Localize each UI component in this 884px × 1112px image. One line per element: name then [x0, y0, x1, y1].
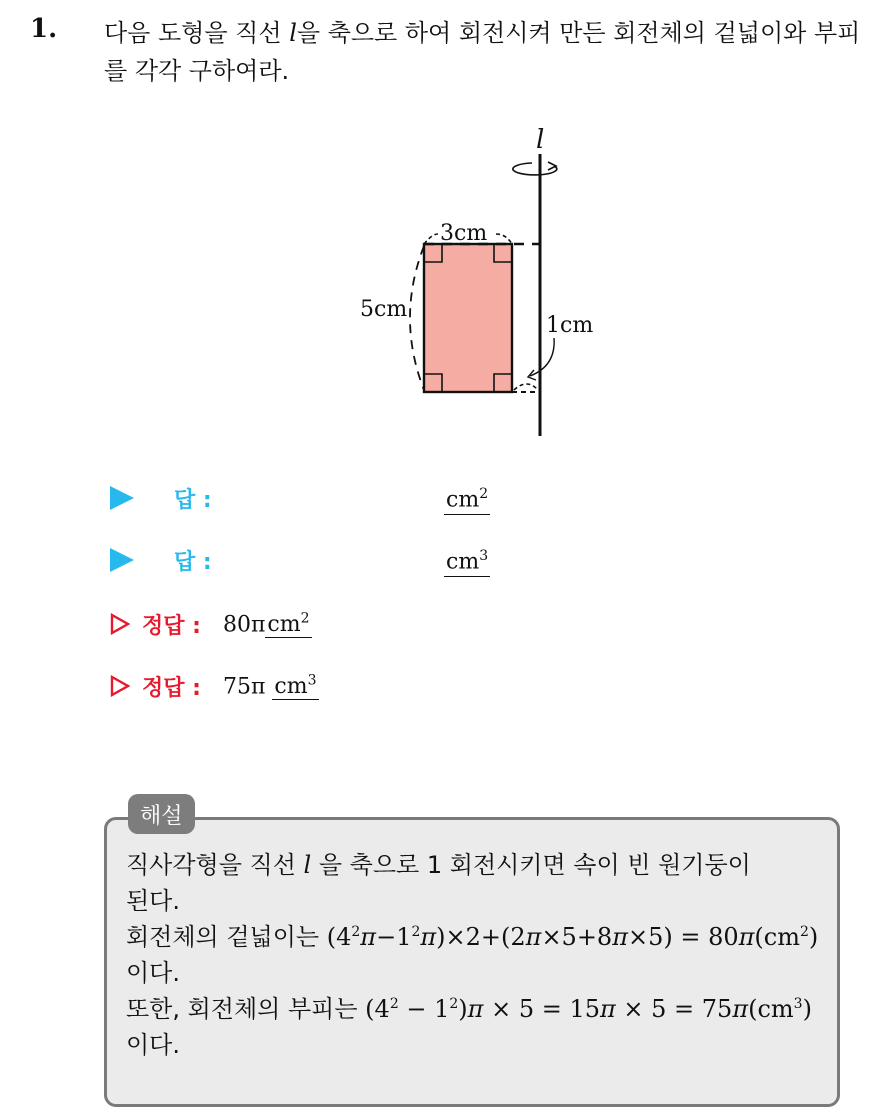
question-text-before: 다음 도형을 직선 — [104, 19, 290, 47]
exp-line5-a: 또한, 회전체의 부피는 — [126, 995, 366, 1023]
exp-line3-a: 회전체의 겉넓이는 — [126, 923, 327, 951]
correct-marker-icon — [110, 675, 130, 697]
explanation-line-2: 된다. — [126, 887, 180, 915]
exp-line1-var: l — [303, 851, 312, 879]
rotation-arrow-head — [548, 162, 556, 170]
question-number: 1. — [30, 14, 58, 44]
explanation-line-1 — [126, 847, 831, 883]
correct-row-1 — [110, 604, 312, 644]
gap-label: 1cm — [546, 313, 594, 338]
answer-unit: cm — [446, 549, 480, 575]
correct-value — [223, 611, 312, 637]
answer-unit-exp: 3 — [479, 548, 489, 565]
answer-row-1 — [110, 478, 490, 518]
explanation-line-6: 이다. — [126, 1031, 180, 1059]
correct-unit-text: cm — [274, 674, 308, 700]
correct-label: 정답 : — [142, 675, 201, 701]
axis-label: l — [536, 125, 545, 155]
side-label: 5cm — [360, 297, 408, 322]
correct-unit — [272, 674, 318, 700]
correct-marker-icon — [110, 613, 130, 635]
question-text-after: 을 축으로 하여 회전시켜 만든 회전체의 겉넓이와 부피를 각각 구하여라. — [104, 19, 861, 85]
correct-number: 80π — [222, 612, 266, 638]
answer-label: 답 : — [174, 487, 212, 513]
side-brace — [410, 246, 424, 390]
correct-unit-exp: 2 — [300, 610, 310, 627]
correct-label: 정답 : — [142, 613, 201, 639]
answer-unit: cm — [446, 487, 480, 513]
explanation-tab: 해설 — [128, 794, 195, 834]
answer-unit-blank[interactable] — [444, 481, 490, 514]
answer-row-2 — [110, 540, 490, 580]
explanation-line-4: 이다. — [126, 959, 180, 987]
surface-area-formula: $(4^2\pi-1^2\pi)\times 2+(2\pi\times 5+8\pi\times 5) = 80\pi(cm^2)$ — [326, 923, 819, 951]
explanation-line-5 — [126, 991, 831, 1027]
gap-brace — [514, 384, 538, 390]
correct-row-2 — [110, 666, 319, 706]
answer-marker-icon — [110, 486, 134, 510]
explanation-line-3 — [126, 919, 831, 955]
exp-line1-a: 직사각형을 직선 — [126, 851, 304, 879]
correct-unit-exp: 3 — [307, 672, 317, 689]
exp-line1-b: 을 축으로 1 회전시키면 속이 빈 원기둥이 — [311, 851, 751, 879]
correct-unit — [265, 612, 311, 638]
correct-value — [223, 673, 319, 699]
explanation-text — [126, 847, 831, 1063]
answer-label: 답 : — [174, 549, 212, 575]
figure-svg — [340, 118, 640, 448]
correct-number: 75π — [222, 674, 266, 700]
shaded-rectangle — [424, 244, 512, 392]
answer-unit-exp: 2 — [479, 486, 489, 503]
answer-marker-icon — [110, 548, 134, 572]
question-text — [104, 14, 874, 90]
correct-unit-text: cm — [267, 612, 301, 638]
question-variable: l — [289, 19, 297, 47]
volume-formula: $(4^2 - 1^2)\pi \times 5 = 15\pi \times 5 = 75\pi(cm^3)$ — [365, 995, 812, 1023]
rotation-figure — [340, 118, 640, 452]
top-label: 3cm — [440, 221, 488, 246]
answer-unit-blank[interactable] — [444, 543, 490, 576]
